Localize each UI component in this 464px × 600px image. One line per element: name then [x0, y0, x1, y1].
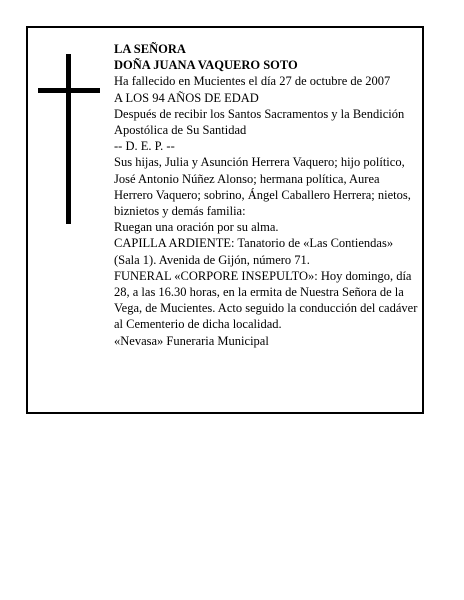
sacraments-text: Después de recibir los Santos Sacramentos y la Bendición Apostólica de Su Santidad	[114, 106, 405, 138]
deceased-name: DOÑA JUANA VAQUERO SOTO	[114, 58, 298, 73]
notice-text	[114, 41, 420, 349]
obituary-notice	[26, 26, 424, 414]
chapel-text: CAPILLA ARDIENTE: Tanatorio de «Las Contiendas» (Sala 1). Avenida de Gijón, número 71.	[114, 236, 394, 267]
cross-horizontal-bar	[38, 88, 100, 93]
death-line: Ha fallecido en Mucientes el día 27 de octubre de 2007	[114, 74, 391, 89]
funeral-home-text: «Nevasa» Funeraria Municipal	[114, 333, 269, 348]
funeral-text: FUNERAL «CORPORE INSEPULTO»: Hoy domingo, día 28, a las 16.30 horas, en la ermita de Nuestra Señora de la Vega, de Mucientes. Acto seguido la conducción del cadáver al Cementerio de dicha localidad.	[114, 268, 418, 332]
family-text: Sus hijas, Julia y Asunción Herrera Vaquero; hijo político, José Antonio Núñez Alonso; hermana política, Aurea Herrero Vaquero; sobrino, Ángel Caballero Herrera; nietos, biznietos y demás familia:	[114, 155, 411, 219]
cross-icon	[38, 54, 100, 224]
heading-title: LA SEÑORA	[114, 42, 186, 56]
rip-text: -- D. E. P. --	[114, 139, 175, 154]
age-line: A LOS 94 AÑOS DE EDAD	[114, 90, 259, 105]
cross-vertical-bar	[66, 54, 71, 224]
prayer-text: Ruegan una oración por su alma.	[114, 220, 279, 235]
